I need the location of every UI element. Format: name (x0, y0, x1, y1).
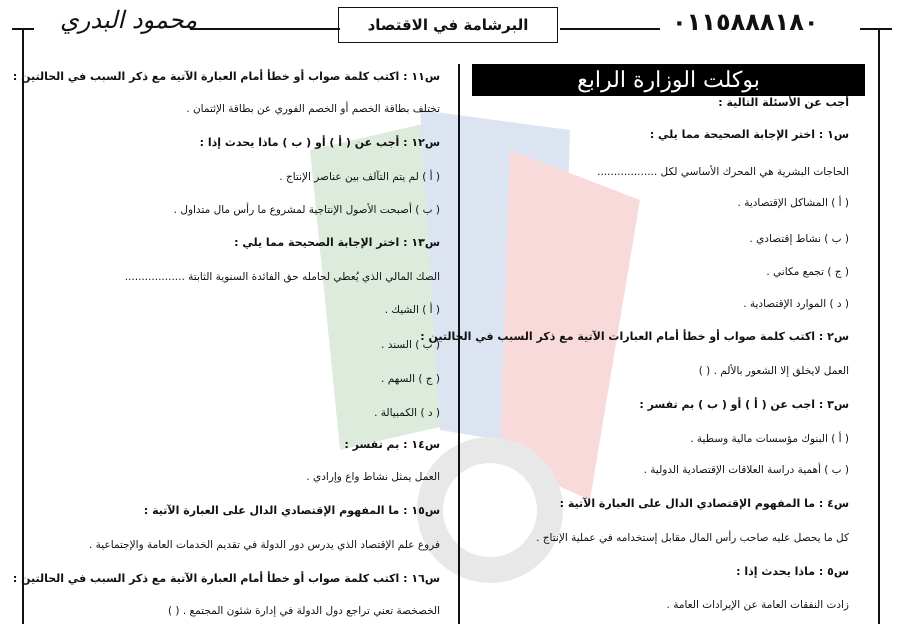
right-column-question-text: ( ب ) نشاط إقتصادي . (749, 233, 849, 245)
booklet-title-bar (472, 64, 865, 96)
right-column-question-text: كل ما يحصل عليه صاحب رأس المال مقابل إستخدامه في عملية الإنتاج . (536, 532, 849, 544)
left-column-question-heading: س١١ : اكتب كلمة صواب أو خطأ أمام العبارة الآتية مع ذكر السبب في الحالتين : (12, 70, 440, 83)
subject-title: البرشامة في الاقتصاد (367, 16, 529, 34)
left-column-question-heading: س١٦ : اكتب كلمة صواب أو خطأ أمام العبارة الآتية مع ذكر السبب في الحالتين : (12, 572, 440, 585)
left-column-question-text: الصك المالي الذي يُعطي لحامله حق الفائدة السنوية الثابتة .................. (124, 271, 440, 283)
left-column-question-text: ( ج ) السهم . (381, 373, 440, 385)
column-divider (458, 64, 460, 624)
right-column-question-text: ( ب ) أهمية دراسة العلاقات الإقتصادية الدولية . (643, 464, 849, 476)
author-name: محمود البدري (60, 6, 198, 34)
left-column-question-text: ( أ ) لم يتم التآلف بين عناصر الإنتاج . (279, 171, 440, 183)
right-column-question-heading: س٥ : ماذا يحدث إذا : (736, 565, 849, 578)
left-column-question-text: تختلف بطاقة الخصم أو الخصم الفوري عن بطاقة الإئتمان . (186, 103, 440, 115)
right-column-question-heading: أجب عن الأسئلة التالية : (718, 96, 849, 109)
left-column-question-heading: س١٢ : أجب عن ( أ ) أو ( ب ) ماذا يحدث إذا : (199, 136, 440, 149)
left-column-question-text: فروع علم الإقتصاد الذي يدرس دور الدولة في تقديم الخدمات العامة والإجتماعية . (89, 539, 440, 551)
right-column-question-text: ( أ ) البنوك مؤسسات مالية وسطية . (690, 433, 849, 445)
right-column-question-heading: س٢ : اكتب كلمة صواب أو خطأ أمام العبارات الآتية مع ذكر السبب في الحالتين : (420, 330, 849, 343)
right-column-question-text: ( أ ) المشاكل الإقتصادية . (737, 197, 849, 209)
left-column-question-text: ( د ) الكمبيالة . (374, 407, 440, 419)
right-column-question-text: ( د ) الموارد الإقتصادية . (743, 298, 849, 310)
header-rule-middle-left (190, 28, 340, 30)
left-column-question-text: العمل يمثل نشاط واع وإرادي . (306, 471, 440, 483)
right-column-question-text: زادت النفقات العامة عن الإيرادات العامة . (666, 599, 849, 611)
right-column-question-text: العمل لايخلق إلا الشعور بالألم . ( ) (698, 365, 849, 377)
left-column-question-text: ( ب ) أصبحت الأصول الإنتاجية لمشروع ما رأس مال متداول . (173, 204, 440, 216)
right-column-question-heading: س٤ : ما المفهوم الإقتصادي الدال على العبارة الآتية : (559, 497, 849, 510)
subject-title-box (338, 7, 558, 43)
left-column-question-text: ( ب ) السند . (381, 339, 440, 351)
phone-number: ٠١١٥٨٨٨١٨٠ (672, 8, 819, 36)
right-column-question-text: الحاجات البشرية هي المحرك الأساسي لكل .................. (597, 166, 849, 178)
header-rule-right (860, 28, 892, 30)
left-column-question-heading: س١٥ : ما المفهوم الإقتصادي الدال على العبارة الآتية : (143, 504, 440, 517)
booklet-title: بوكلت الوزارة الرابع (577, 67, 760, 93)
right-column-question-heading: س١ : اختر الإجابة الصحيحة مما يلي : (649, 128, 849, 141)
left-column-question-text: الخصخصة تعني تراجع دول الدولة في إدارة شئون المجتمع . ( ) (167, 605, 440, 617)
left-column-question-heading: س١٣ : اختر الإجابة الصحيحة مما يلي : (234, 236, 440, 249)
page-border-right (878, 28, 880, 624)
left-column-question-heading: س١٤ : بم تفسر : (344, 438, 440, 451)
page-border-left (22, 28, 24, 624)
header-rule-middle-right (560, 28, 660, 30)
left-column-question-text: ( أ ) الشيك . (384, 304, 440, 316)
right-column-question-text: ( ج ) تجمع مكاني . (766, 266, 849, 278)
right-column-question-heading: س٣ : اجب عن ( أ ) أو ( ب ) بم تفسر : (639, 398, 849, 411)
